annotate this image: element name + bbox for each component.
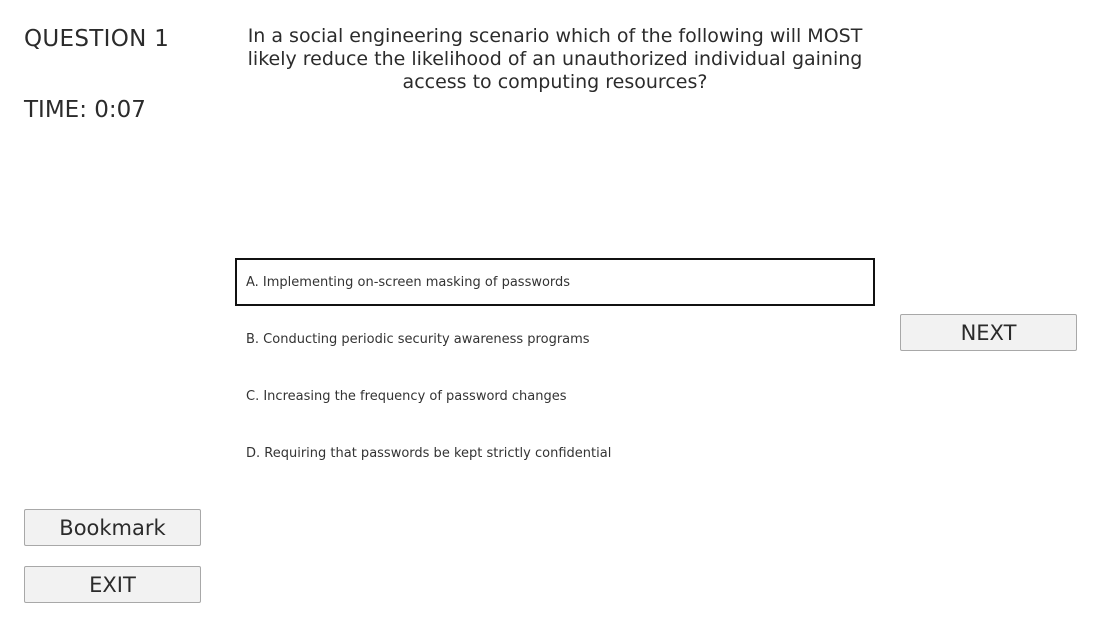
question-text: In a social engineering scenario which of the following will MOST likely reduce the likelihood of an unauthorized individual gaining access to computing resources? [247, 25, 863, 93]
answer-option-b[interactable]: B. Conducting periodic security awareness programs [246, 331, 590, 347]
answer-option-d[interactable]: D. Requiring that passwords be kept strictly confidential [246, 445, 612, 461]
timer: TIME: 0:07 [24, 97, 146, 123]
answer-option-c[interactable]: C. Increasing the frequency of password changes [246, 388, 567, 404]
question-number: QUESTION 1 [24, 26, 170, 52]
answer-list [235, 258, 875, 486]
answer-option-a[interactable]: A. Implementing on-screen masking of passwords [235, 258, 875, 306]
next-button[interactable]: NEXT [900, 314, 1077, 351]
bookmark-button[interactable]: Bookmark [24, 509, 201, 546]
exit-button[interactable]: EXIT [24, 566, 201, 603]
